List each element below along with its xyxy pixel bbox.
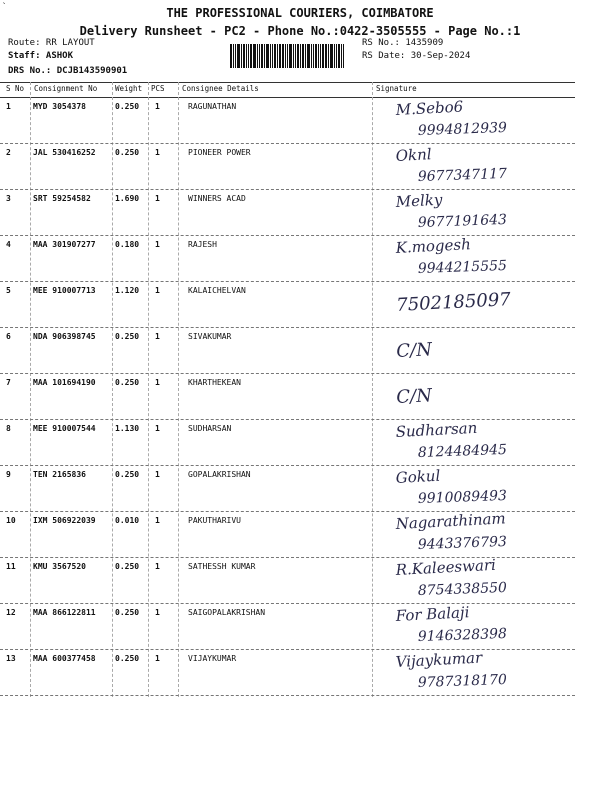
table-row	[0, 97, 575, 144]
signature-line-1: Nagarathinam	[395, 509, 507, 533]
barcode-bar	[311, 44, 312, 68]
cell-pcs: 1	[155, 194, 160, 203]
cell-consignment: JAL 530416252	[33, 148, 96, 157]
barcode-bar	[302, 44, 304, 68]
cell-weight: 0.250	[115, 470, 140, 479]
table-row	[0, 235, 575, 282]
signature-line-2: 9787318170	[417, 671, 508, 691]
col-consignee: Consignee Details	[182, 84, 259, 93]
rs-date: RS Date: 30-Sep-2024	[362, 51, 471, 61]
col-signature: Signature	[376, 84, 417, 93]
barcode-bar	[253, 44, 256, 68]
cell-sno: 4	[6, 240, 11, 249]
handwritten-signature	[378, 605, 574, 647]
barcode-bar	[272, 44, 273, 68]
cell-consignment: MEE 910007713	[33, 286, 96, 295]
document-subtitle: Delivery Runsheet - PC2 - Phone No.:0422-3505555 - Page No.:1	[79, 24, 521, 38]
barcode-bar	[257, 44, 258, 68]
signature-line-1: Sudharsan	[395, 418, 478, 441]
cell-weight: 0.250	[115, 654, 140, 663]
cell-pcs: 1	[155, 654, 160, 663]
barcode-bar	[343, 44, 344, 68]
cell-consignment: MAA 301907277	[33, 240, 96, 249]
barcode-bar	[297, 44, 299, 68]
cell-pcs: 1	[155, 102, 160, 111]
cell-consignee: RAJESH	[188, 240, 217, 249]
barcode-bar	[293, 44, 294, 68]
cell-consignee: PAKUTHARIVU	[188, 516, 241, 525]
cell-consignment: TEN 2165836	[33, 470, 86, 479]
document-title: THE PROFESSIONAL COURIERS, COIMBATORE	[166, 6, 434, 20]
staff-label: Staff: ASHOK	[8, 51, 74, 61]
cell-consignment: MYD 3054378	[33, 102, 86, 111]
barcode-bar	[250, 44, 252, 68]
barcode-bar	[325, 44, 327, 68]
signature-line-2: 9146328398	[417, 625, 508, 645]
signature-line-1: M.Sebo6	[395, 97, 464, 119]
barcode-bar	[233, 44, 234, 68]
barcode-bar	[305, 44, 306, 68]
handwritten-signature	[378, 145, 574, 187]
table-row	[0, 603, 575, 650]
cell-weight: 1.130	[115, 424, 140, 433]
cell-pcs: 1	[155, 148, 160, 157]
signature-line-2: 9910089493	[417, 487, 508, 507]
cell-pcs: 1	[155, 516, 160, 525]
cell-pcs: 1	[155, 608, 160, 617]
barcode-bar	[266, 44, 269, 68]
handwritten-signature	[378, 648, 574, 693]
cell-consignment: MAA 600377458	[33, 654, 96, 663]
barcode-bar	[328, 44, 329, 68]
cell-weight: 0.010	[115, 516, 140, 525]
cell-pcs: 1	[155, 286, 160, 295]
handwritten-signature	[378, 237, 574, 279]
cell-weight: 0.250	[115, 332, 140, 341]
corner-mark: `	[2, 2, 7, 11]
barcode-bar	[259, 44, 260, 68]
table-row	[0, 419, 575, 466]
cell-weight: 0.250	[115, 102, 140, 111]
barcode-bar	[330, 44, 333, 68]
cell-consignee: GOPALAKRISHAN	[188, 470, 251, 479]
cell-consignment: IXM 506922039	[33, 516, 96, 525]
cell-weight: 0.250	[115, 562, 140, 571]
cell-sno: 9	[6, 470, 11, 479]
cell-consignee: SAIGOPALAKRISHAN	[188, 608, 266, 617]
handwritten-signature	[378, 191, 574, 233]
barcode-bar	[341, 44, 342, 68]
cell-pcs: 1	[155, 424, 160, 433]
handwritten-signature	[378, 467, 574, 509]
cell-weight: 0.250	[115, 608, 140, 617]
barcode-bar	[274, 44, 276, 68]
barcode-bar	[318, 44, 319, 68]
rs-number: RS No.: 1435909	[362, 38, 444, 48]
cell-sno: 7	[6, 378, 11, 387]
barcode-bar	[270, 44, 271, 68]
cell-consignment: NDA 906398745	[33, 332, 96, 341]
barcode-bar	[230, 44, 232, 68]
barcode-bar	[264, 44, 265, 68]
table-row	[0, 373, 575, 420]
barcode-bar	[277, 44, 278, 68]
table-row	[0, 143, 575, 190]
barcode-bar	[295, 44, 296, 68]
barcode-bar	[235, 44, 236, 68]
cell-consignment: MEE 910007544	[33, 424, 96, 433]
cell-sno: 12	[6, 608, 16, 617]
cell-consignee: VIJAYKUMAR	[188, 654, 237, 663]
handwritten-signature	[378, 283, 574, 325]
table-row	[0, 465, 575, 512]
cell-consignee: PIONEER POWER	[188, 148, 251, 157]
signature-line-2: 9944215555	[417, 257, 508, 277]
cell-pcs: 1	[155, 240, 160, 249]
cell-consignment: KMU 3567520	[33, 562, 86, 571]
signature-line-2: 9677191643	[417, 211, 508, 231]
signature-line-1: 7502185097	[395, 289, 512, 316]
table-row	[0, 557, 575, 604]
cell-consignment: MAA 101694190	[33, 378, 96, 387]
cell-consignee: KALAICHELVAN	[188, 286, 246, 295]
cell-sno: 3	[6, 194, 11, 203]
barcode-bar	[315, 44, 317, 68]
signature-line-2: 9677347117	[417, 165, 508, 185]
signature-line-2: 9443376793	[417, 533, 508, 553]
barcode-bar	[243, 44, 245, 68]
cell-sno: 5	[6, 286, 11, 295]
barcode-bar	[320, 44, 321, 68]
col-pcs: PCS	[151, 84, 165, 93]
col-sno: S No	[6, 84, 25, 93]
barcode-bar	[307, 44, 310, 68]
signature-line-1: R.Kaleeswari	[395, 555, 497, 579]
cell-sno: 1	[6, 102, 11, 111]
signature-line-2: 8754338550	[417, 579, 508, 599]
col-consignment: Consignment No	[34, 84, 98, 93]
barcode-bar	[279, 44, 281, 68]
barcode-bar	[282, 44, 284, 68]
table-row	[0, 189, 575, 236]
cell-pcs: 1	[155, 378, 160, 387]
table-row	[0, 511, 575, 558]
signature-line-2: 9994812939	[417, 119, 508, 139]
signature-line-1: Vijaykumar	[395, 648, 483, 671]
barcode-bar	[246, 44, 247, 68]
cell-weight: 0.250	[115, 378, 140, 387]
barcode-bar	[289, 44, 292, 68]
drs-number: DRS No.: DCJB143590901	[8, 66, 128, 76]
barcode-bar	[322, 44, 324, 68]
cell-sno: 6	[6, 332, 11, 341]
table-row	[0, 281, 575, 328]
barcode-bar	[336, 44, 337, 68]
barcode-bar	[338, 44, 340, 68]
signature-line-1: K.mogesh	[395, 235, 472, 257]
barcode-bar	[300, 44, 301, 68]
cell-weight: 1.120	[115, 286, 140, 295]
cell-consignee: SIVAKUMAR	[188, 332, 232, 341]
cell-consignee: KHARTHEKEAN	[188, 378, 241, 387]
cell-pcs: 1	[155, 562, 160, 571]
table-row	[0, 327, 575, 374]
cell-sno: 11	[6, 562, 16, 571]
table-header	[0, 82, 575, 98]
cell-consignment: SRT 59254582	[33, 194, 91, 203]
signature-line-1: For Balaji	[395, 603, 470, 625]
barcode-bar	[287, 44, 288, 68]
col-weight: Weight	[115, 84, 143, 93]
cell-consignee: WINNERS ACAD	[188, 194, 246, 203]
signature-line-1: Melky	[395, 190, 443, 211]
table-row	[0, 649, 575, 696]
cell-weight: 1.690	[115, 194, 140, 203]
signature-line-1: C/N	[395, 339, 433, 362]
handwritten-signature	[378, 375, 574, 417]
barcode-bar	[248, 44, 249, 68]
signature-line-2: 8124484945	[417, 441, 508, 461]
handwritten-signature	[378, 509, 574, 555]
handwritten-signature	[378, 329, 574, 371]
barcode-bar	[285, 44, 286, 68]
cell-consignee: RAGUNATHAN	[188, 102, 237, 111]
cell-pcs: 1	[155, 470, 160, 479]
cell-consignee: SATHESSH KUMAR	[188, 562, 256, 571]
barcode-bar	[261, 44, 263, 68]
cell-sno: 8	[6, 424, 11, 433]
barcode	[230, 44, 356, 68]
cell-weight: 0.180	[115, 240, 140, 249]
signature-line-1: C/N	[395, 385, 433, 408]
cell-pcs: 1	[155, 332, 160, 341]
cell-sno: 10	[6, 516, 16, 525]
handwritten-signature	[378, 99, 574, 141]
signature-line-1: Oknl	[395, 145, 433, 165]
cell-consignment: MAA 866122811	[33, 608, 96, 617]
barcode-bar	[237, 44, 240, 68]
route-label: Route: RR LAYOUT	[8, 38, 95, 48]
cell-sno: 13	[6, 654, 16, 663]
cell-weight: 0.250	[115, 148, 140, 157]
barcode-bar	[334, 44, 335, 68]
cell-consignee: SUDHARSAN	[188, 424, 232, 433]
handwritten-signature	[378, 418, 574, 463]
barcode-bar	[313, 44, 314, 68]
signature-line-1: Gokul	[395, 466, 441, 487]
barcode-bar	[241, 44, 242, 68]
handwritten-signature	[378, 555, 574, 601]
cell-sno: 2	[6, 148, 11, 157]
